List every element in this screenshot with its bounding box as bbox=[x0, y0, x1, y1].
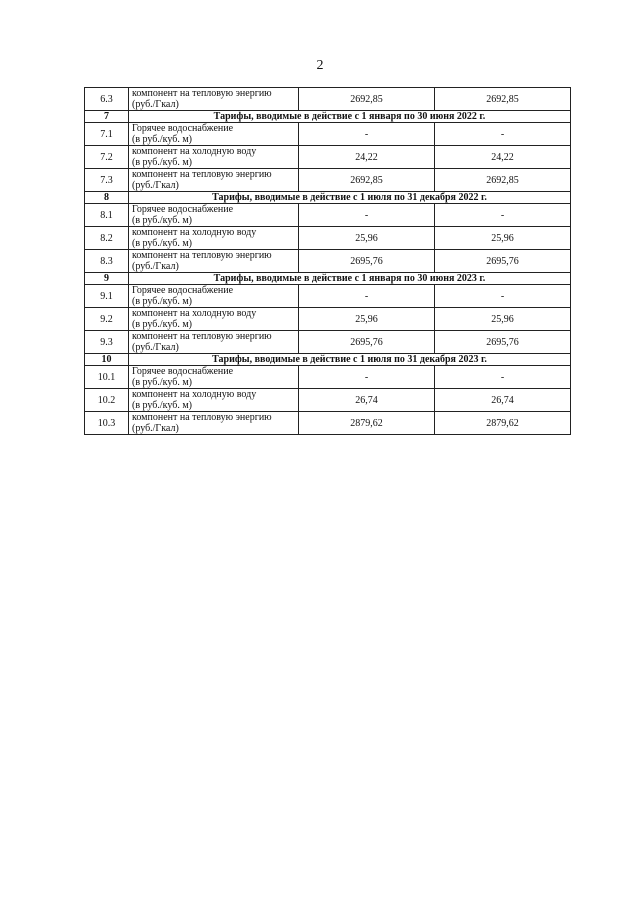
table-row bbox=[85, 123, 571, 146]
item-number: 9.2 bbox=[85, 308, 129, 331]
tariff-value-2: 26,74 bbox=[435, 389, 571, 412]
tariff-value-2: 2695,76 bbox=[435, 250, 571, 273]
table-row bbox=[85, 204, 571, 227]
description-line: (в руб./куб. м) bbox=[132, 215, 192, 226]
table-row bbox=[85, 285, 571, 308]
item-description bbox=[129, 308, 299, 331]
page-number: 2 bbox=[316, 58, 324, 73]
tariff-value-1: 2692,85 bbox=[299, 169, 435, 192]
table-row bbox=[85, 308, 571, 331]
table-row bbox=[85, 227, 571, 250]
description-line: Горячее водоснабжение bbox=[132, 285, 234, 296]
item-number: 8.3 bbox=[85, 250, 129, 273]
description-line: компонент на холодную воду bbox=[132, 389, 257, 400]
tariff-value-2: 25,96 bbox=[435, 308, 571, 331]
description-line: компонент на холодную воду bbox=[132, 146, 257, 157]
section-title: Тарифы, вводимые в действие с 1 января по 30 июня 2022 г. bbox=[129, 111, 571, 123]
description-line: (руб./Гкал) bbox=[132, 180, 179, 191]
description-line: (в руб./куб. м) bbox=[132, 296, 192, 307]
tariff-value-2: - bbox=[435, 123, 571, 146]
description-line: Горячее водоснабжение bbox=[132, 366, 234, 377]
table-row bbox=[85, 250, 571, 273]
tariff-value-2: 2879,62 bbox=[435, 412, 571, 435]
tariff-value-2: 24,22 bbox=[435, 146, 571, 169]
description-line: компонент на тепловую энергию bbox=[132, 88, 272, 99]
item-number: 9.1 bbox=[85, 285, 129, 308]
item-description bbox=[129, 366, 299, 389]
tariff-value-1: 2695,76 bbox=[299, 331, 435, 354]
description-line: (руб./Гкал) bbox=[132, 423, 179, 434]
description-line: Горячее водоснабжение bbox=[132, 123, 234, 134]
item-number: 6.3 bbox=[85, 88, 129, 111]
tariff-value-2: 2695,76 bbox=[435, 331, 571, 354]
section-number: 8 bbox=[85, 192, 129, 204]
tariff-value-1: 2879,62 bbox=[299, 412, 435, 435]
table-row bbox=[85, 146, 571, 169]
tariff-value-1: - bbox=[299, 366, 435, 389]
item-number: 10.2 bbox=[85, 389, 129, 412]
description-line: компонент на холодную воду bbox=[132, 227, 257, 238]
tariff-value-2: - bbox=[435, 204, 571, 227]
tariff-table bbox=[84, 87, 571, 435]
item-number: 7.3 bbox=[85, 169, 129, 192]
section-number: 7 bbox=[85, 111, 129, 123]
section-header-row bbox=[85, 111, 571, 123]
table-row bbox=[85, 331, 571, 354]
item-description bbox=[129, 227, 299, 250]
description-line: (в руб./куб. м) bbox=[132, 157, 192, 168]
item-description bbox=[129, 331, 299, 354]
table-row bbox=[85, 169, 571, 192]
item-number: 10.3 bbox=[85, 412, 129, 435]
description-line: (руб./Гкал) bbox=[132, 99, 179, 110]
section-header-row bbox=[85, 354, 571, 366]
tariff-value-1: - bbox=[299, 123, 435, 146]
item-description bbox=[129, 285, 299, 308]
description-line: компонент на тепловую энергию bbox=[132, 331, 272, 342]
description-line: (в руб./куб. м) bbox=[132, 134, 192, 145]
section-number: 9 bbox=[85, 273, 129, 285]
item-number: 9.3 bbox=[85, 331, 129, 354]
description-line: (руб./Гкал) bbox=[132, 342, 179, 353]
item-number: 7.1 bbox=[85, 123, 129, 146]
tariff-value-2: - bbox=[435, 285, 571, 308]
table-row bbox=[85, 389, 571, 412]
tariff-value-1: 26,74 bbox=[299, 389, 435, 412]
item-description bbox=[129, 169, 299, 192]
tariff-value-2: 2692,85 bbox=[435, 169, 571, 192]
item-description bbox=[129, 412, 299, 435]
section-header-row bbox=[85, 192, 571, 204]
tariff-value-1: 25,96 bbox=[299, 308, 435, 331]
item-description bbox=[129, 250, 299, 273]
tariff-value-2: 25,96 bbox=[435, 227, 571, 250]
table-row bbox=[85, 88, 571, 111]
item-description bbox=[129, 146, 299, 169]
item-description bbox=[129, 88, 299, 111]
tariff-value-2: 2692,85 bbox=[435, 88, 571, 111]
description-line: компонент на тепловую энергию bbox=[132, 169, 272, 180]
tariff-value-1: - bbox=[299, 285, 435, 308]
description-line: компонент на холодную воду bbox=[132, 308, 257, 319]
tariff-value-1: 2695,76 bbox=[299, 250, 435, 273]
description-line: (в руб./куб. м) bbox=[132, 319, 192, 330]
description-line: (руб./Гкал) bbox=[132, 261, 179, 272]
item-description bbox=[129, 389, 299, 412]
tariff-value-1: 25,96 bbox=[299, 227, 435, 250]
section-title: Тарифы, вводимые в действие с 1 июля по 31 декабря 2022 г. bbox=[129, 192, 571, 204]
item-description bbox=[129, 123, 299, 146]
description-line: Горячее водоснабжение bbox=[132, 204, 234, 215]
description-line: компонент на тепловую энергию bbox=[132, 412, 272, 423]
tariff-value-2: - bbox=[435, 366, 571, 389]
section-title: Тарифы, вводимые в действие с 1 июля по 31 декабря 2023 г. bbox=[129, 354, 571, 366]
description-line: (в руб./куб. м) bbox=[132, 238, 192, 249]
section-title: Тарифы, вводимые в действие с 1 января по 30 июня 2023 г. bbox=[129, 273, 571, 285]
description-line: (в руб./куб. м) bbox=[132, 400, 192, 411]
section-header-row bbox=[85, 273, 571, 285]
item-number: 8.2 bbox=[85, 227, 129, 250]
tariff-value-1: 2692,85 bbox=[299, 88, 435, 111]
item-number: 10.1 bbox=[85, 366, 129, 389]
section-number: 10 bbox=[85, 354, 129, 366]
item-description bbox=[129, 204, 299, 227]
description-line: компонент на тепловую энергию bbox=[132, 250, 272, 261]
tariff-value-1: 24,22 bbox=[299, 146, 435, 169]
table-row bbox=[85, 412, 571, 435]
tariff-value-1: - bbox=[299, 204, 435, 227]
tariff-table-body bbox=[85, 88, 571, 435]
item-number: 7.2 bbox=[85, 146, 129, 169]
description-line: (в руб./куб. м) bbox=[132, 377, 192, 388]
table-row bbox=[85, 366, 571, 389]
item-number: 8.1 bbox=[85, 204, 129, 227]
